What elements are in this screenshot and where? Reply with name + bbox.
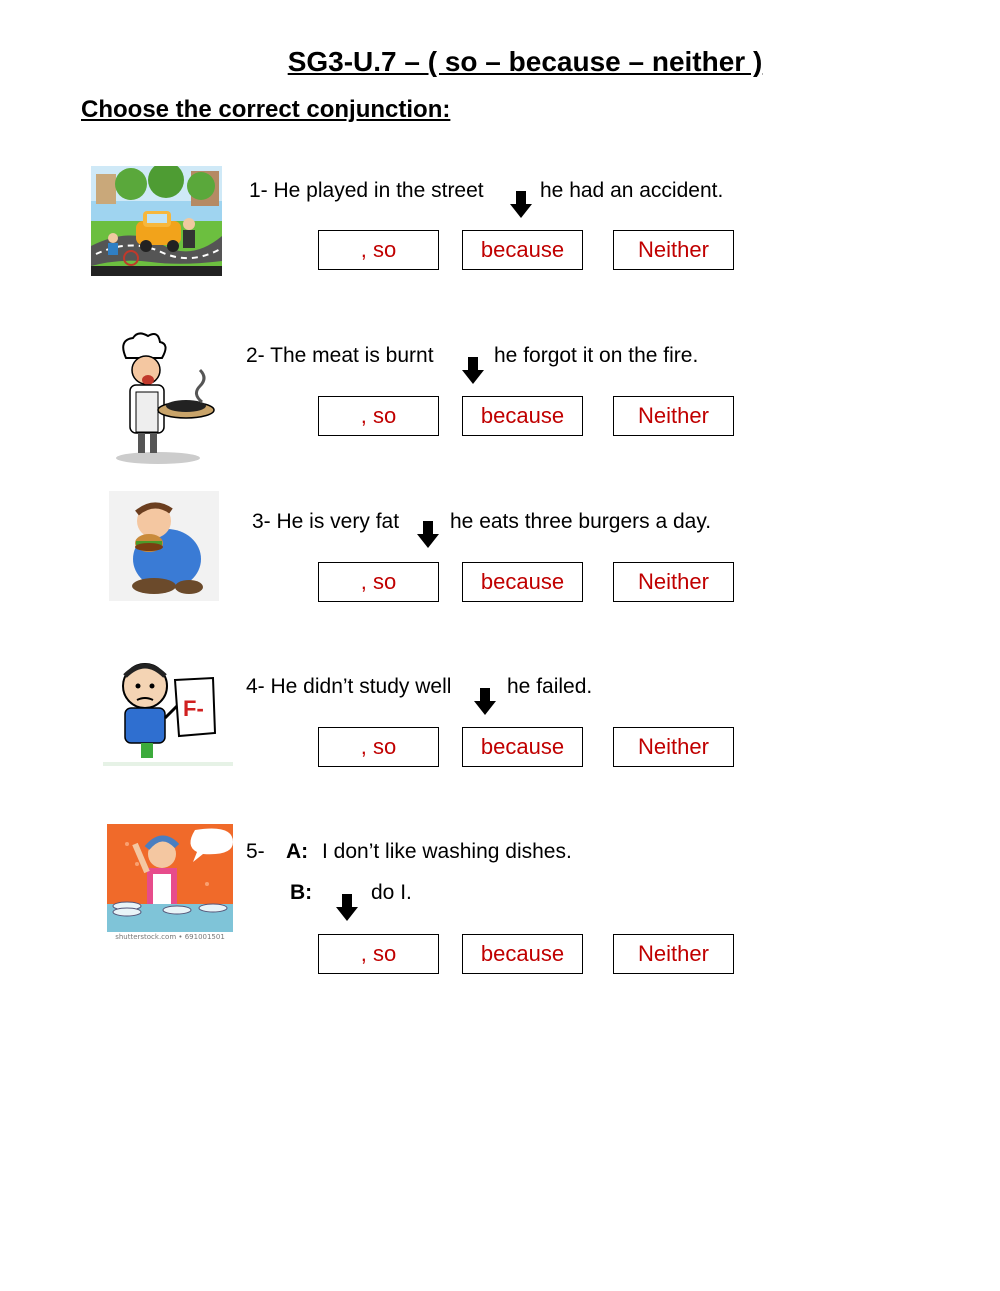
question-5-option-so[interactable]: , so <box>318 934 439 974</box>
question-1-option-because[interactable]: because <box>462 230 583 270</box>
car-accident-picture <box>91 166 222 276</box>
page-title: SG3-U.7 – ( so – because – neither ) <box>287 46 763 77</box>
speaker-a-text: I don’t like washing dishes. <box>322 840 572 863</box>
question-5-option-because[interactable]: because <box>462 934 583 974</box>
arrow-down-icon <box>417 521 439 549</box>
question-1-option-so[interactable]: , so <box>318 230 439 270</box>
question-1-option-neither[interactable]: Neither <box>613 230 734 270</box>
svg-text:F-: F- <box>183 696 204 721</box>
speaker-a-label: A: <box>286 840 309 863</box>
question-2-option-neither[interactable]: Neither <box>613 396 734 436</box>
question-1-before: 1- He played in the street <box>249 179 484 202</box>
question-5-number: 5- <box>246 840 265 863</box>
speaker-b-label: B: <box>290 881 313 904</box>
question-4-option-neither[interactable]: Neither <box>613 727 734 767</box>
man-eating-burger-picture <box>109 491 219 601</box>
question-3-option-neither[interactable]: Neither <box>613 562 734 602</box>
arrow-down-icon <box>474 688 496 716</box>
boy-failed-test-picture <box>103 658 233 773</box>
arrow-down-icon <box>336 894 358 922</box>
chef-burnt-meat-picture <box>108 330 218 465</box>
question-1-after: he had an accident. <box>540 179 724 202</box>
arrow-down-icon <box>510 191 532 219</box>
question-2-option-so[interactable]: , so <box>318 396 439 436</box>
question-2-before: 2- The meat is burnt <box>246 344 434 367</box>
question-2-option-because[interactable]: because <box>462 396 583 436</box>
question-5-option-neither[interactable]: Neither <box>613 934 734 974</box>
arrow-down-icon <box>462 357 484 385</box>
picture-caption: shutterstock.com • 691001501 <box>115 933 225 941</box>
question-4-before: 4- He didn’t study well <box>246 675 452 698</box>
question-3-option-because[interactable]: because <box>462 562 583 602</box>
question-2-after: he forgot it on the fire. <box>494 344 699 367</box>
question-3-before: 3- He is very fat <box>252 510 400 533</box>
question-4-option-because[interactable]: because <box>462 727 583 767</box>
question-3-after: he eats three burgers a day. <box>450 510 712 533</box>
question-3-option-so[interactable]: , so <box>318 562 439 602</box>
woman-washing-dishes-picture <box>107 824 233 940</box>
instruction-heading: Choose the correct conjunction: <box>81 96 451 123</box>
question-4-after: he failed. <box>507 675 593 698</box>
question-4-option-so[interactable]: , so <box>318 727 439 767</box>
speaker-b-text: do I. <box>371 881 412 904</box>
